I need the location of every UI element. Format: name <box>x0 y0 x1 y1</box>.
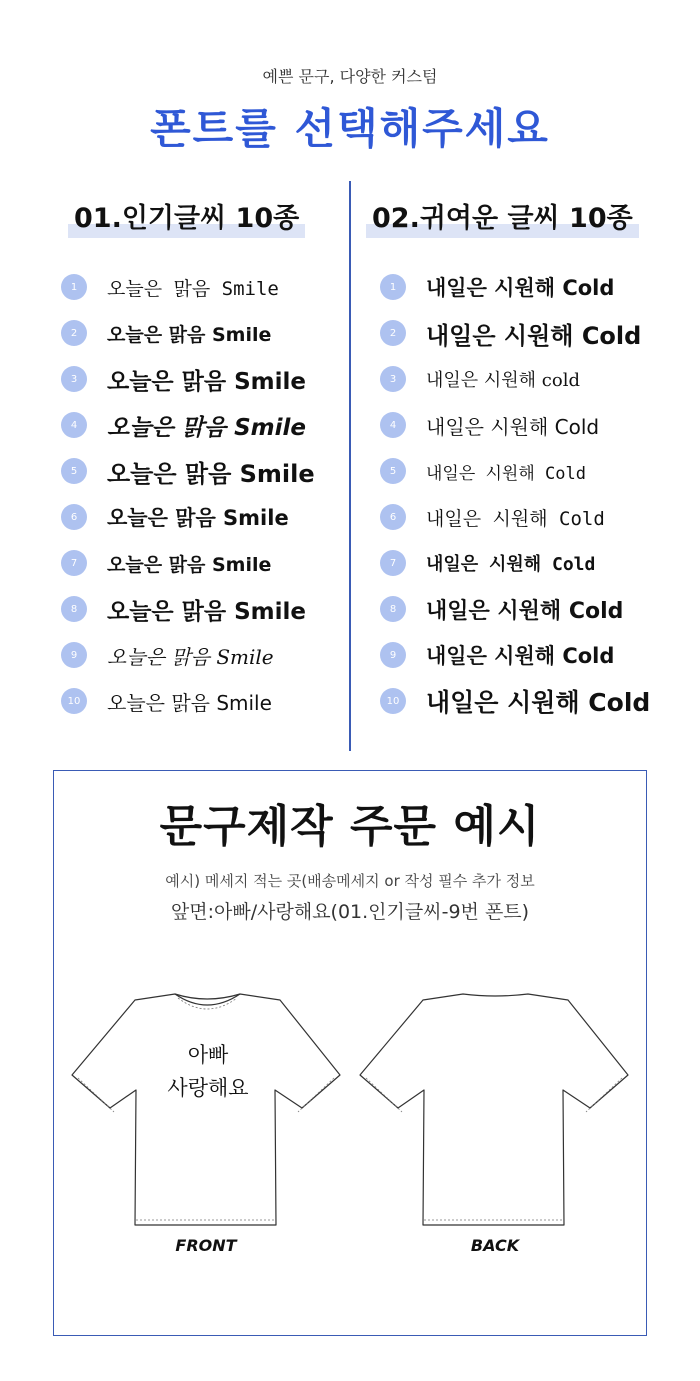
number-badge: 4 <box>380 412 406 438</box>
cute-font-list <box>380 264 650 724</box>
font-option[interactable] <box>61 310 315 356</box>
font-sample: 내일은 시원해 Cold <box>426 321 642 350</box>
number-badge: 7 <box>380 550 406 576</box>
number-badge: 9 <box>61 642 87 668</box>
font-option[interactable] <box>380 586 650 632</box>
cute-fonts-heading <box>372 200 633 238</box>
number-badge: 2 <box>380 320 406 346</box>
font-sample: 오늘은 맑음 Smile <box>107 414 307 441</box>
font-sample: 내일은 시원해 cold <box>426 370 580 391</box>
cute-fonts-heading-text: 02.귀여운 글씨 10종 <box>372 203 633 234</box>
number-badge: 6 <box>61 504 87 530</box>
font-option[interactable] <box>61 494 315 540</box>
font-option[interactable] <box>61 402 315 448</box>
number-badge: 2 <box>61 320 87 346</box>
font-sample: 내일은 시원해 Cold <box>426 507 605 530</box>
order-example-title: 문구제작 주문 예시 <box>159 801 541 852</box>
font-option[interactable] <box>380 540 650 586</box>
front-print-line-1: 아빠 <box>187 1043 229 1067</box>
order-example-instruction: 예시) 메세지 적는 곳(배송메세지 or 작성 필수 추가 정보 <box>165 872 535 890</box>
font-option[interactable] <box>61 540 315 586</box>
font-option[interactable] <box>61 356 315 402</box>
font-sample: 오늘은 맑음 Smile <box>107 553 272 576</box>
number-badge: 1 <box>380 274 406 300</box>
page-subtitle: 예쁜 문구, 다양한 커스텀 <box>262 67 438 86</box>
font-option[interactable] <box>380 678 650 724</box>
font-sample: 오늘은 맑음 Smile <box>107 277 279 300</box>
font-option[interactable] <box>61 448 315 494</box>
number-badge: 6 <box>380 504 406 530</box>
number-badge: 5 <box>380 458 406 484</box>
font-sample: 내일은 시원해 Cold <box>426 688 651 717</box>
font-sample: 오늘은 맑음 Smile <box>107 598 307 625</box>
font-sample: 오늘은 맑음 Smile <box>107 644 274 669</box>
tshirt-back-illustration <box>358 990 633 1230</box>
column-divider <box>349 181 351 751</box>
number-badge: 10 <box>380 688 406 714</box>
font-option[interactable] <box>61 678 315 724</box>
font-sample: 내일은 시원해 Cold <box>426 414 600 439</box>
number-badge: 3 <box>61 366 87 392</box>
font-option[interactable] <box>61 586 315 632</box>
font-option[interactable] <box>380 494 650 540</box>
font-option[interactable] <box>380 356 650 402</box>
font-option[interactable] <box>380 448 650 494</box>
font-option[interactable] <box>380 310 650 356</box>
number-badge: 1 <box>61 274 87 300</box>
font-option[interactable] <box>61 632 315 678</box>
popular-fonts-heading-text: 01.인기글씨 10종 <box>74 203 300 234</box>
font-sample: 내일은 시원해 Cold <box>426 644 615 668</box>
font-sample: 내일은 시원해 Cold <box>426 276 615 300</box>
popular-font-list <box>61 264 315 724</box>
font-option[interactable] <box>380 632 650 678</box>
tshirt-front-illustration <box>70 990 345 1230</box>
font-option[interactable] <box>380 264 650 310</box>
number-badge: 8 <box>61 596 87 622</box>
front-print-line-2: 사랑해요 <box>167 1076 249 1100</box>
font-option[interactable] <box>61 264 315 310</box>
number-badge: 10 <box>61 688 87 714</box>
number-badge: 8 <box>380 596 406 622</box>
font-sample: 오늘은 맑음 Smile <box>107 459 315 488</box>
font-option[interactable] <box>380 402 650 448</box>
back-label: BACK <box>470 1236 520 1255</box>
number-badge: 9 <box>380 642 406 668</box>
font-sample: 오늘은 맑음 Smile <box>107 690 272 715</box>
front-label: FRONT <box>175 1236 237 1255</box>
font-sample: 내일은 시원해 Cold <box>426 554 596 575</box>
page-title: 폰트를 선택해주세요 <box>150 104 550 153</box>
number-badge: 4 <box>61 412 87 438</box>
order-example-sample: 앞면:아빠/사랑해요(01.인기글씨-9번 폰트) <box>170 901 530 923</box>
number-badge: 7 <box>61 550 87 576</box>
font-sample: 내일은 시원해 Cold <box>426 598 624 624</box>
popular-fonts-heading <box>74 200 299 238</box>
font-sample: 내일은 시원해 Cold <box>426 463 586 484</box>
font-sample: 오늘은 맑음 Smile <box>107 323 272 346</box>
font-sample: 오늘은 맑음 Smile <box>107 368 307 395</box>
number-badge: 3 <box>380 366 406 392</box>
font-sample: 오늘은 맑음 Smile <box>107 506 289 530</box>
number-badge: 5 <box>61 458 87 484</box>
